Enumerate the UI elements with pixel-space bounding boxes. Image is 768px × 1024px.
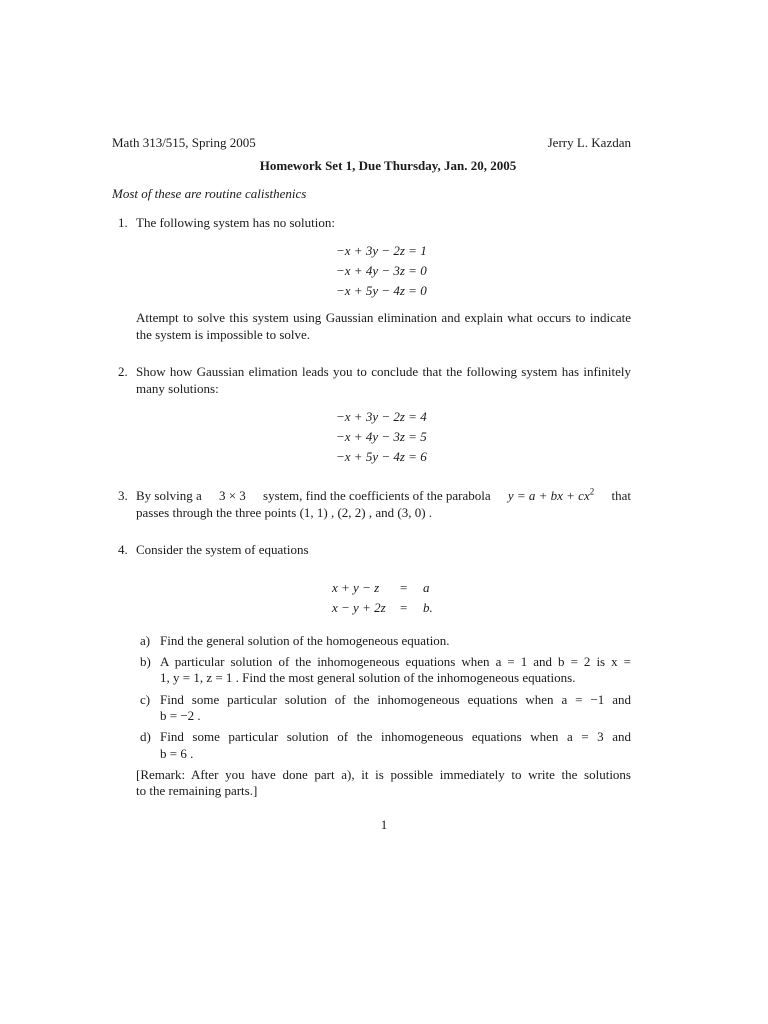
- problem-text: Show how Gaussian elimation leads you to conclude that the following system has infinitely many solutions:: [136, 364, 631, 396]
- parabola-formula: [508, 487, 594, 504]
- equation: −x + 4y − 3z = 0: [336, 263, 427, 278]
- problem-followup: Attempt to solve this system using Gaussian elimination and explain what occurs to indicate the system is impossible to solve.: [136, 310, 631, 342]
- part-text: 1, y = 1, z = 1 . Find the most general solution of the inhomogeneous equations.: [160, 670, 576, 685]
- equation-rhs: b.: [423, 600, 433, 615]
- problem-number: 1.: [118, 215, 128, 230]
- part-label: b): [140, 654, 151, 669]
- equation-lhs: x − y + 2z: [332, 600, 386, 615]
- part-text: A particular solution of the inhomogeneous equations when a = 1 and b = 2 is x =: [160, 654, 631, 669]
- part-label: d): [140, 729, 151, 744]
- part-text: Find the general solution of the homogeneous equation.: [160, 633, 450, 648]
- problem-line: [136, 504, 432, 521]
- problem-text: Consider the system of equations: [136, 542, 309, 557]
- problem-line: [136, 487, 631, 504]
- part-text: Find some particular solution of the inhomogeneous equations when a = 3 and: [160, 729, 631, 744]
- problem-text: The following system has no solution:: [136, 215, 335, 230]
- equation-rhs: a: [423, 580, 430, 595]
- page-number: 1: [380, 817, 388, 832]
- equation-equals: =: [400, 600, 408, 615]
- equation-lhs: x + y − z: [332, 580, 380, 595]
- problem-number: 2.: [118, 364, 128, 379]
- points-list: (1, 1) , (2, 2) , and (3, 0) .: [299, 505, 433, 520]
- homework-subtitle: Most of these are routine calisthenics: [112, 186, 307, 201]
- formula-text: y = a + bx + cx: [507, 488, 590, 503]
- problem-number: 3.: [118, 488, 128, 503]
- text-fragment: system, find the coefficients of the parabola: [263, 488, 491, 503]
- equation: −x + 3y − 2z = 1: [336, 243, 427, 258]
- part-label: c): [140, 692, 151, 707]
- part-label: a): [140, 633, 151, 648]
- formula-exponent: 2: [589, 486, 595, 497]
- equation: −x + 5y − 4z = 0: [336, 283, 427, 298]
- remark-text: [Remark: After you have done part a), it is possible immediately to write the solutions: [136, 767, 631, 782]
- equation: −x + 3y − 2z = 4: [336, 409, 427, 424]
- equation-equals: =: [400, 580, 408, 595]
- equation: −x + 5y − 4z = 6: [336, 449, 427, 464]
- part-text: b = 6 .: [160, 746, 194, 761]
- text-fragment: that: [611, 488, 631, 503]
- problem-number: 4.: [118, 542, 128, 557]
- homework-title: Homework Set 1, Due Thursday, Jan. 20, 2005: [259, 158, 517, 173]
- author-name: Jerry L. Kazdan: [547, 135, 631, 150]
- equation: −x + 4y − 3z = 5: [336, 429, 427, 444]
- remark-text: to the remaining parts.]: [136, 783, 258, 798]
- part-text: b = −2 .: [160, 708, 201, 723]
- text-fragment: passes through the three points: [136, 505, 297, 520]
- part-text: Find some particular solution of the inhomogeneous equations when a = −1 and: [160, 692, 631, 707]
- text-fragment: By solving a: [136, 488, 202, 503]
- course-label: Math 313/515, Spring 2005: [112, 135, 256, 150]
- math-dimension: 3 × 3: [218, 488, 246, 503]
